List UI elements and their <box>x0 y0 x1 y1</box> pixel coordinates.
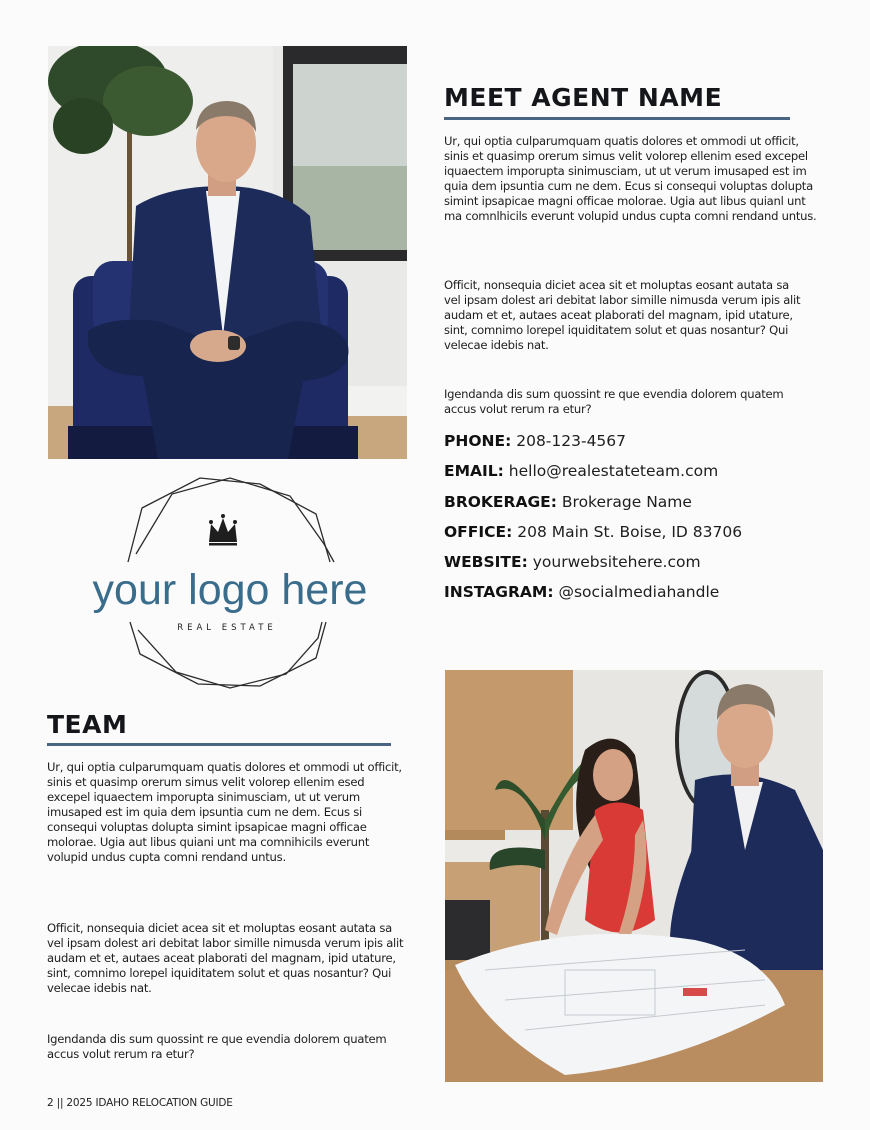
team-heading-rule <box>47 743 391 746</box>
contact-value: yourwebsitehere.com <box>532 553 701 572</box>
contact-office <box>444 523 844 553</box>
contact-label: INSTAGRAM: <box>444 583 554 602</box>
contact-instagram <box>444 583 844 613</box>
team-heading: TEAM <box>47 710 128 739</box>
team-photo <box>445 670 823 1082</box>
agent-heading-rule <box>444 117 790 120</box>
page-footer: 2 || 2025 IDAHO RELOCATION GUIDE <box>47 1097 233 1109</box>
contact-label: EMAIL: <box>444 462 504 481</box>
contact-list <box>444 432 844 614</box>
contact-label: OFFICE: <box>444 522 513 541</box>
contact-brokerage <box>444 493 844 523</box>
agent-photo <box>48 46 407 459</box>
agent-heading: MEET AGENT NAME <box>444 83 723 112</box>
crown-icon <box>209 514 237 546</box>
agent-paragraph-3: Igendanda dis sum quossint re que evendia dolorem quatem accus volut rerum ra etur? <box>444 387 784 416</box>
contact-value: hello@realestateteam.com <box>508 462 719 481</box>
contact-label: PHONE: <box>444 432 512 450</box>
contact-email <box>444 462 844 492</box>
team-paragraph-1: Ur, qui optia culparumquam quatis dolores et ommodi ut officit, sinis et quasimp orerum simus velit volorep ellenim esed excepel iquaectem imporupta sinimusciam, ut ut verum imusaped est im quia dem ipsuntia cum ne dem. Ecus si consequi voluptas dolupta simint ipsapicae magni officae molorae. Ugia aut libus quiani unt ma comnihicils everunt volupid undus cupta comni rendand untus. <box>47 760 402 864</box>
contact-value: 208 Main St. Boise, ID 83706 <box>517 522 743 541</box>
team-paragraph-3: Igendanda dis sum quossint re que evendia dolorem quatem accus volut rerum ra etur? <box>47 1032 387 1061</box>
contact-value: @socialmediahandle <box>558 583 720 602</box>
logo <box>80 474 380 692</box>
contact-value: Brokerage Name <box>561 492 692 511</box>
contact-website <box>444 553 844 583</box>
agent-paragraph-1: Ur, qui optia culparumquam quatis dolores et ommodi ut officit, sinis et quasimp orerum simus velit volorep ellenim esed excepel iquaectem imporupta sinimusciam, ut ut verum imusaped est im quia dem ipsuntia cum ne dem. Ecus si consequi voluptas dolupta simint ipsapicae magni officae molorae. Ugia aut libus quianl unt ma comnlhicils everunt volupid undus cupta comni rendand untus. <box>444 134 817 223</box>
team-paragraph-2: Officit, nonsequia diciet acea sit et moluptas eosant autata sa vel ipsam dolest ari debitat labor simille nimusda verum ipis alit audam et et, autaes aceat plaborati del magnam, ipid utature, sint, comnimo lorepel iquiditatem solut et quas nosantur? Qui velecae idebis nat. <box>47 921 404 995</box>
logo-text: your logo here <box>92 566 368 614</box>
agent-paragraph-2: Officit, nonsequia diciet acea sit et moluptas eosant autata sa vel ipsam dolest ari debitat labor simille nimusda verum ipis alit audam et et, autaes aceat plaborati del magnam, ipid utature, sint, comnimo lorepel iquiditatem solut et quas nosantur? Qui velecae idebis nat. <box>444 278 801 352</box>
contact-value: 208-123-4567 <box>516 432 627 450</box>
contact-label: BROKERAGE: <box>444 492 557 511</box>
logo-subtext: REAL ESTATE <box>177 623 277 633</box>
contact-label: WEBSITE: <box>444 553 528 572</box>
contact-phone <box>444 432 844 462</box>
